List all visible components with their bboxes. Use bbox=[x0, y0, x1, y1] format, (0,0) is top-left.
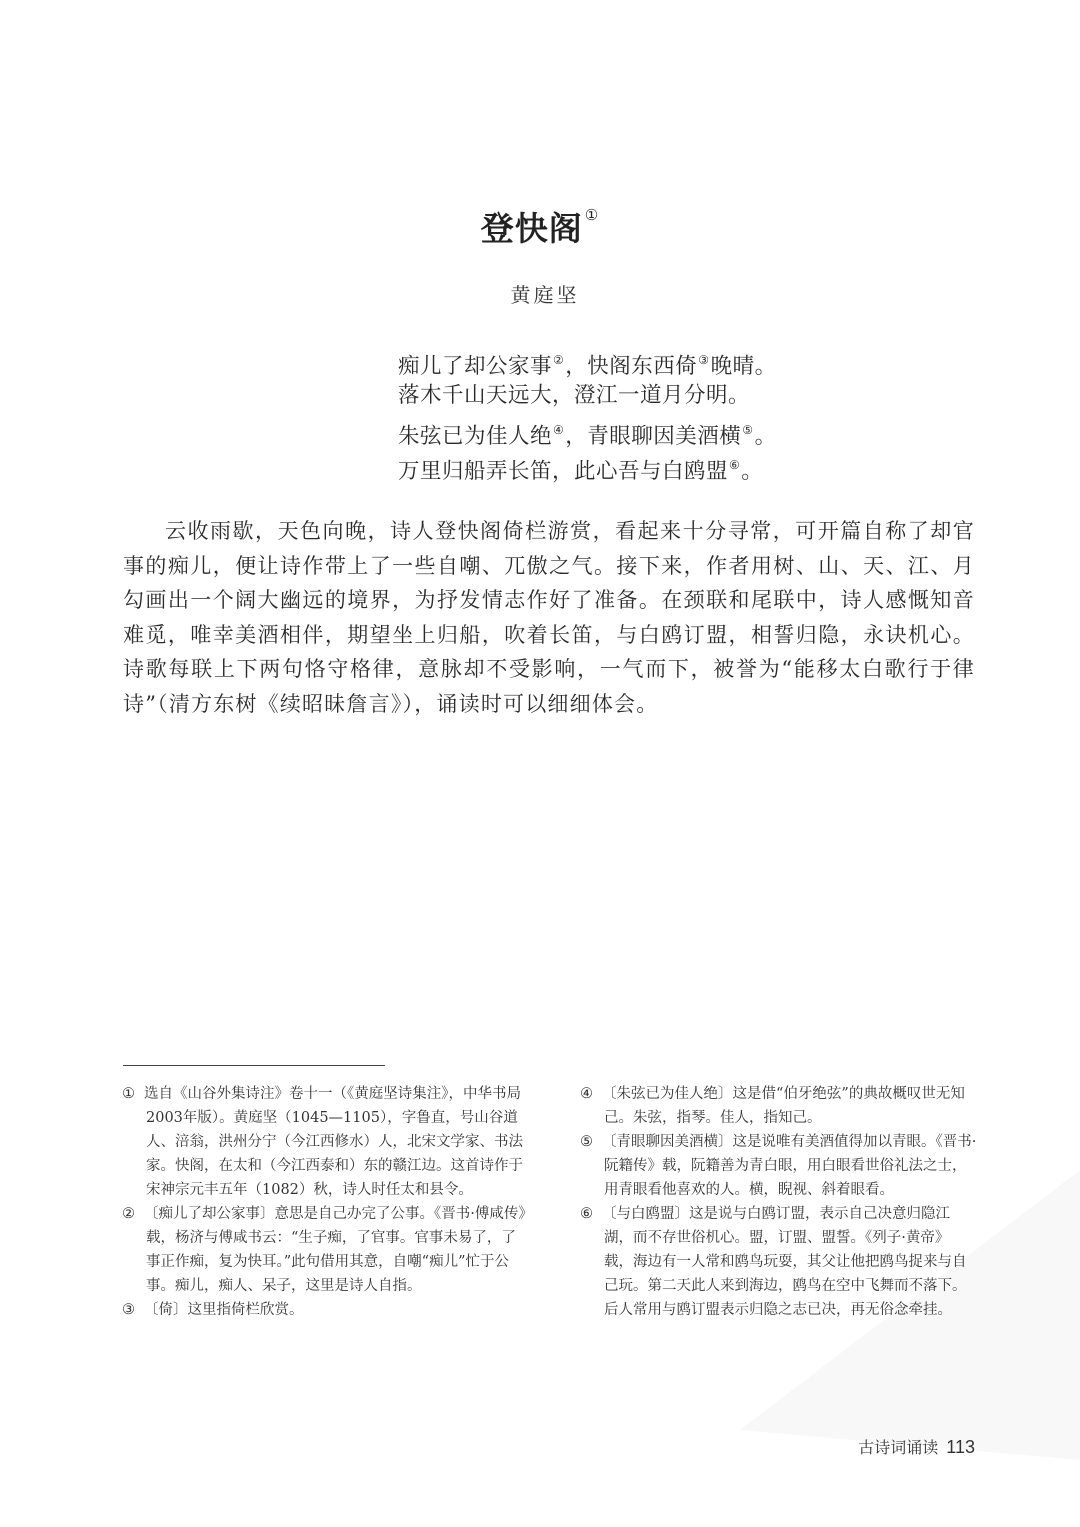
footnote-text: 选自《山谷外集诗注》卷十一（《黄庭坚诗集注》，中华书局2003年版）。黄庭坚（1045—1105），字鲁直，号山谷道人、涪翁，洪州分宁（今江西修水）人，北宋文学家、书法家。快阁，在太和（今江西泰和）东的赣江边。这首诗作于宋神宗元丰五年（1082）秋，诗人时任太和县令。 bbox=[144, 1086, 523, 1198]
poem-line bbox=[398, 378, 777, 413]
poem-line bbox=[398, 343, 777, 378]
title-note-ref: ① bbox=[584, 206, 600, 224]
poem-body bbox=[398, 343, 777, 483]
footnote-marker: ② bbox=[122, 1206, 135, 1222]
footnote bbox=[580, 1082, 978, 1130]
poem-line-text: 痴儿了却公家事 bbox=[398, 354, 553, 379]
poem-line-text: 晚晴。 bbox=[710, 354, 777, 379]
poem-line bbox=[398, 413, 777, 448]
footnote-text: 〔与白鸥盟〕这是说与白鸥订盟，表示自己决意归隐江湖，而不存世俗机心。盟，订盟、盟誓。《列子·黄帝》载，海边有一人常和鸥鸟玩耍，其父让他把鸥鸟捉来与自己玩。第二天此人来到海边，鸥鸟在空中飞舞而不落下。后人常用与鸥订盟表示归隐之志已决，再无俗念牵挂。 bbox=[602, 1206, 967, 1318]
commentary-paragraph: 云收雨歇，天色向晚，诗人登快阁倚栏游赏，看起来十分寻常，可开篇自称了却官事的痴儿，便让诗作带上了一些自嘲、兀傲之气。接下来，作者用树、山、天、江、月勾画出一个阔大幽远的境界，为抒发情志作好了准备。在颈联和尾联中，诗人感慨知音难觅，唯幸美酒相伴，期望坐上归船，吹着长笛，与白鸥订盟，相誓归隐，永诀机心。诗歌每联上下两句恪守格律，意脉却不受影响，一气而下，被誉为“能移太白歌行于律诗”（清方东树《续昭昧詹言》），诵读时可以细细体会。 bbox=[123, 519, 975, 716]
poem-note-ref: ④ bbox=[553, 423, 565, 437]
footnote-marker: ⑤ bbox=[580, 1134, 593, 1150]
footnote bbox=[122, 1082, 526, 1202]
footnote bbox=[122, 1202, 526, 1298]
poem-note-ref: ⑥ bbox=[729, 458, 741, 472]
footnote-divider bbox=[123, 1065, 385, 1066]
poem-line-text: 。 bbox=[754, 424, 777, 449]
footnotes-right-column bbox=[580, 1082, 978, 1322]
poem-title bbox=[0, 203, 1080, 250]
poem-line-text: 。 bbox=[741, 459, 764, 484]
footnote bbox=[122, 1298, 526, 1322]
poem-line-text: ，青眼聊因美酒横 bbox=[565, 424, 742, 449]
footnote-text: 〔朱弦已为佳人绝〕这是借“伯牙绝弦”的典故概叹世无知己。朱弦，指琴。佳人，指知己。 bbox=[602, 1086, 965, 1126]
footnote-marker: ④ bbox=[580, 1086, 593, 1102]
footnote-text: 〔倚〕这里指倚栏欣赏。 bbox=[144, 1302, 304, 1318]
page-number: 113 bbox=[946, 1437, 975, 1457]
footnote bbox=[580, 1202, 978, 1322]
poem-line-text: 万里归船弄长笛，此心吾与白鸥盟 bbox=[398, 459, 729, 484]
poem-note-ref: ② bbox=[553, 353, 565, 367]
footnote-marker: ① bbox=[122, 1086, 135, 1102]
footer-book-title: 古诗词诵读 bbox=[858, 1438, 939, 1457]
poem-author: 黄庭坚 bbox=[510, 283, 580, 307]
footnote-marker: ③ bbox=[122, 1302, 135, 1318]
footnote bbox=[580, 1130, 978, 1202]
footnote-text: 〔青眼聊因美酒横〕这是说唯有美酒值得加以青眼。《晋书·阮籍传》载，阮籍善为青白眼，用白眼看世俗礼法之士，用青眼看他喜欢的人。横，睨视、斜着眼看。 bbox=[602, 1134, 977, 1198]
footnote-text: 〔痴儿了却公家事〕意思是自己办完了公事。《晋书·傅咸传》载，杨济与傅咸书云：“生子痴，了官事。官事未易了，了事正作痴，复为快耳。”此句借用其意，自嘲“痴儿”忙于公事。痴儿，痴人、呆子，这里是诗人自指。 bbox=[144, 1206, 526, 1294]
footnote-marker: ⑥ bbox=[580, 1206, 593, 1222]
poem-line-text: 落木千山天远大，澄江一道月分明。 bbox=[398, 383, 751, 408]
poem-note-ref: ③ bbox=[698, 353, 710, 367]
poem-line-text: ，快阁东西倚 bbox=[565, 354, 698, 379]
poem-note-ref: ⑤ bbox=[742, 423, 754, 437]
footnotes-left-column bbox=[122, 1082, 526, 1322]
page-footer bbox=[760, 1435, 975, 1458]
poem-line-text: 朱弦已为佳人绝 bbox=[398, 424, 553, 449]
poem-title-text: 登快阁 bbox=[480, 209, 583, 248]
poem-line bbox=[398, 448, 777, 483]
